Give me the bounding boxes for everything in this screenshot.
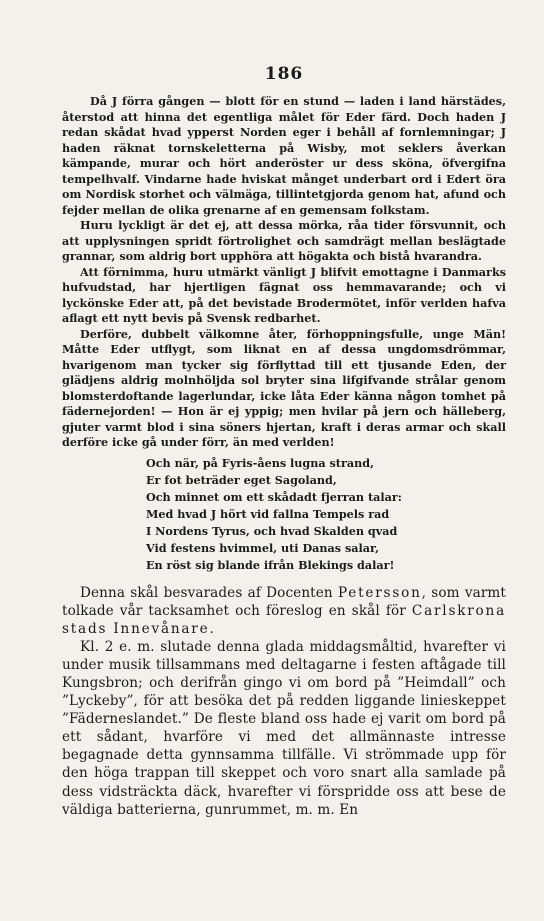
text-fragment: .: [209, 620, 214, 637]
speech-paragraph: Huru lyckligt är det ej, att dessa mörka, råa tider försvunnit, och att upplysningen spridt förtrolighet och samdrägt mellan beslägtade grannar, som aldrig bort upphöra att högakta och bistå hvarandra.: [62, 218, 506, 263]
poem-line: Vid festens hvimmel, uti Danas salar,: [146, 540, 380, 555]
town-name: Carlskrona stads Innevånare: [62, 602, 506, 637]
speech-paragraph: Att förnimma, huru utmärkt vänligt J blifvit emottagne i Danmarks hufvudstad, har hjertligen fägnat oss hemmavarande; och vi lyckönske Eder att, på det bevistade Brodermötet, inför verlden hafva aflagt ett nytt bevis på Svensk redbarhet.: [62, 264, 506, 325]
poem: [146, 455, 506, 574]
speech-text: [62, 94, 506, 451]
text-fragment: Denna skål besvarades af Docenten: [80, 584, 338, 601]
narrative-paragraph: Kl. 2 e. m. slutade denna glada middagsmåltid, hvarefter vi under musik tillsammans med deltagarne i festen aftågade till Kungsbron; och derifrån gingo vi om bord på ”Heimdall” och ”Lyckeby”, för att besöka det på redden liggande linieskeppet ”Fäderneslandet.” De fleste bland oss hade ej varit om bord på ett sådant, hvarföre vi med det allmännaste intresse begagnade detta gynnsamma tillfälle. Vi strömmade upp för den höga trappan till skeppet och voro snart alla samlade på dess vidsträckta däck, hvarefter vi förspridde oss att bese de väldiga batterierna, gunrummet, m. m. En: [62, 638, 506, 818]
page-number: 186: [264, 64, 304, 84]
person-name: Petersson: [337, 584, 422, 601]
speech-paragraph: Derföre, dubbelt välkomne åter, förhoppningsfulle, unge Män! Måtte Eder utflygt, som liknat en af dessa ungdomsdrömmar, hvarigenom man tycker sig förflyttad till ett tjusande Eden, der glädjens aldrig molnhöljda sol bryter sina lifgifvande strålar genom blomsterdoftande lagerlundar, icke låta Eder känna någon tomhet på fädernejorden! — Hon är ej yppig; men hvilar på jern och hälleberg, gjuter varmt blod i sina söners hjertan, kraft i deras armar och skall derföre icke gå under förr, än med verlden!: [62, 326, 506, 449]
narrative-text: [62, 584, 506, 819]
poem-line: Och minnet om ett skådadt fjerran talar:: [146, 489, 402, 504]
narrative-paragraph: [62, 584, 506, 638]
poem-line: I Nordens Tyrus, och hvad Skalden qvad: [146, 523, 398, 538]
speech-paragraph: Då J förra gången — blott för en stund — laden i land härstädes, återstod att hinna det egentliga målet för Eder färd. Doch haden J redan skådat hvad ypperst Norden eger i behåll af fornlemningar; J haden räknat tornskeletterna på Wisby, mot seklers åverkan kämpande, murar och hört anderöster ur dess sköna, öfvergifna tempelhvalf. Vindarne hade hviskat månget underbart ord i Edert öra om Nordisk storhet och välmäga, tillintetgjorda genom hat, afund och fejder mellan de olika grenarne af en gemensam folkstam.: [62, 94, 506, 217]
poem-line: Er fot beträder eget Sagoland,: [146, 472, 337, 487]
poem-line: Med hvad J hört vid fallna Tempels rad: [146, 506, 390, 521]
text-fragment: , som varmt tolkade vår tacksamhet och föreslog en skål för: [62, 584, 506, 619]
poem-line: En röst sig blande ifrån Blekings dalar!: [146, 557, 395, 572]
poem-line: Och när, på Fyris-åens lugna strand,: [146, 455, 374, 470]
